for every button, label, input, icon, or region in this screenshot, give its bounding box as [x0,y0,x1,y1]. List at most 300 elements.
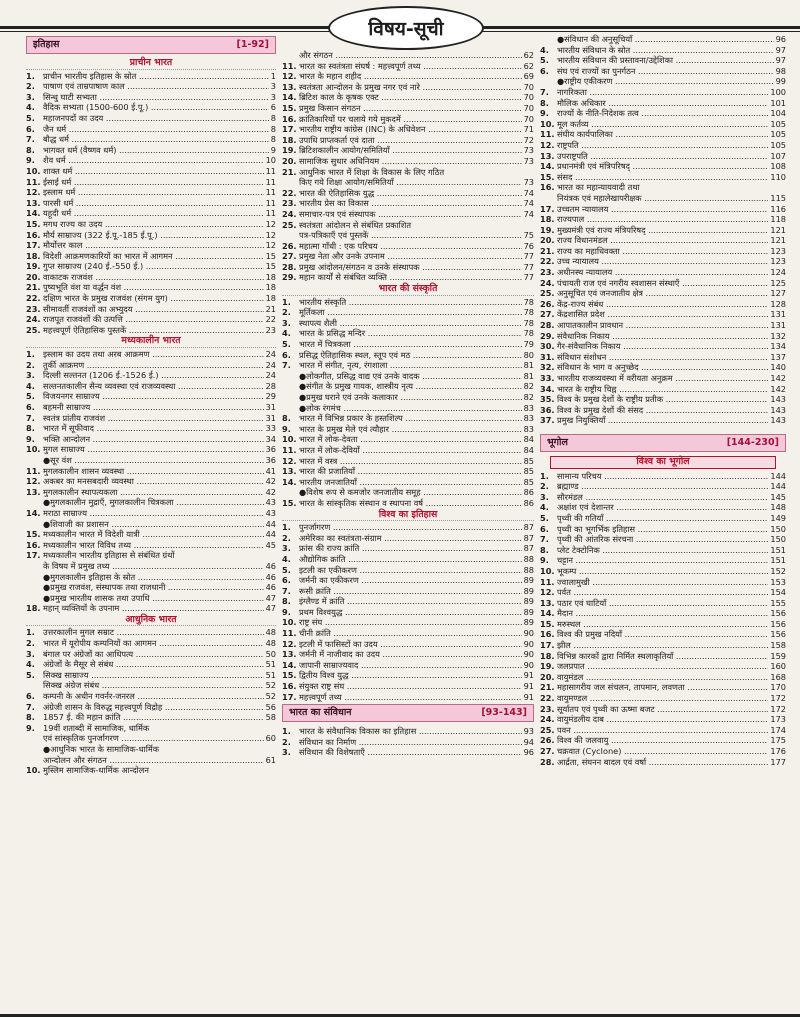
entry-title: जर्मनी में नाजीवाद का उदय ..... [299,649,522,660]
entry-title: चट्टान ..... [557,555,768,566]
entry-number: 7. [26,412,35,423]
entry-number: 29. [540,330,555,341]
entry-number: 4. [540,44,549,55]
entry-page: 78 [523,317,534,328]
entry-page: 143 [770,404,786,415]
entry-page: 12 [265,218,276,229]
entry-page: 144 [770,470,786,481]
entry-number: 20. [26,271,41,282]
entry-page: 151 [770,544,786,555]
entry-page: 124 [770,267,786,278]
toc-entry [540,119,786,130]
entry-title: विश्व की जलवायु ..... [557,735,768,746]
entry-page: 83 [523,402,534,413]
entry-title: भारत के प्रसिद्ध मन्दिर ..... [299,328,522,339]
toc-entry [26,293,276,304]
entry-page: 91 [523,681,534,692]
entry-title: दिल्ली सल्तनत (1206 ई.-1526 ई.) ..... [43,370,264,381]
entry-number: 20. [540,235,555,246]
entry-page: 116 [770,203,786,214]
entry-number: 4. [26,659,35,670]
entry-title: पवन ..... [557,725,768,736]
entry-page: 150 [770,534,786,545]
entry-title: प्राचीन भारतीय इतिहास के स्रोत ..... [43,71,269,82]
toc-entry [26,519,276,530]
entry-number: 18. [282,134,297,145]
section-name: भारत का संविधान [289,706,352,718]
toc-entry [540,746,786,757]
entry-title: ब्रह्माण्ड ..... [557,481,768,492]
toc-entry [26,219,276,230]
entry-number: 10. [26,165,41,176]
entry-number: 11. [26,465,41,476]
entry-page: 74 [523,187,534,198]
entry-number: 14. [26,507,41,518]
toc-entry [26,240,276,251]
toc-entry [282,737,534,748]
entry-title: विश्व के प्रमुख देशों के राष्ट्रीय प्रतीक ..... [557,394,768,405]
entry-number: 17. [26,240,41,251]
entry-title: भारत की प्रजातियाँ ..... [299,466,522,477]
section-header-history [26,36,276,54]
entry-title: संघ एवं राज्यों का पुनर्गठन ..... [557,66,774,77]
entry-page: 22 [265,314,276,325]
entry-page: 78 [523,307,534,318]
entry-number: 7. [540,86,549,97]
entry-title: इस्लाम धर्म ..... [43,187,264,198]
toc-entry [540,55,786,66]
entry-page: 79 [523,339,534,350]
toc-entry [540,725,786,736]
entry-number: 8. [26,712,35,723]
toc-entry [540,598,786,609]
page-title: विषय-सूची [328,6,484,50]
entry-page: 89 [523,585,534,596]
toc-entry [540,481,786,492]
entry-page: 52 [265,691,276,702]
toc-entry [282,628,534,639]
toc-entry [540,629,786,640]
entry-number: 15. [26,218,41,229]
toc-entry [26,113,276,124]
toc-entry [282,565,534,576]
entry-page: 105 [770,139,786,150]
entry-page: 93 [523,726,534,737]
entry-title: औद्योगिक क्रांति ..... [299,554,522,565]
entry-page: 123 [770,245,786,256]
toc-entry [26,733,276,744]
entry-number: 12. [282,71,297,82]
toc-entry [26,670,276,681]
entry-page: 150 [770,523,786,534]
entry-title: संविधान संशोधन ..... [557,352,768,363]
entry-number: 30. [540,341,555,352]
entry-page: 47 [265,603,276,614]
entry-page: 152 [770,565,786,576]
entry-title: आर्द्रता, संघनन बादल एवं वर्षा ..... [557,757,768,768]
entry-number: 6. [26,691,35,702]
toc-entry [26,765,276,776]
entry-page: 11 [265,208,276,219]
entry-number: 17. [282,124,297,135]
toc-entry [282,61,534,72]
column-middle [282,50,534,758]
entry-title: मौर्य साम्राज्य (322 ई.पू.-185 ई.पू.) ..... [43,230,264,241]
entry-page: 83 [523,413,534,424]
entry-page: 86 [523,497,534,508]
entry-page: 43 [265,497,276,508]
entry-title: ईसाई धर्म ..... [43,177,264,188]
toc-entry [26,659,276,670]
entry-page: 82 [523,392,534,402]
entry-number: 27. [282,251,297,262]
toc-entry [26,702,276,713]
entry-title: वाकाटक राजवंश ..... [43,272,264,283]
entry-title: वायुमंडलीय दाब ..... [557,714,768,725]
entry-page: 89 [523,617,534,628]
entry-title: मुगलकालीन शासन व्यवस्था ..... [43,466,264,477]
entry-title: पृथ्वी का भूगर्भिक इतिहास ..... [557,524,768,535]
toc-entry [26,124,276,135]
entry-number: 32. [540,362,555,373]
entry-page: 36 [265,454,276,465]
entry-number: 25. [540,724,555,735]
toc-entry [26,251,276,262]
entry-page: 118 [770,214,786,225]
entry-page: 177 [770,756,786,767]
entry-page: 121 [770,224,786,235]
entry-title: भारतीय संविधान की प्रस्तावना/उद्देशिका ..... [557,55,774,66]
entry-page: 46 [265,560,276,571]
entry-page: 83 [523,423,534,434]
entry-page: 155 [770,597,786,608]
toc-entry [26,370,276,381]
entry-title: नागरिकता ..... [557,87,768,98]
entry-title: 19वीं शताब्दी में सामाजिक, धार्मिक [43,722,150,733]
entry-page: 154 [770,587,786,598]
entry-number: 2. [282,307,291,318]
entry-number: 6. [282,575,291,586]
entry-title: ब्रिटिश काल के कृषक एक्ट ..... [299,92,522,103]
toc-entry [282,381,534,392]
entry-page: 90 [523,638,534,649]
toc-entry [26,177,276,188]
entry-title: शाक्त धर्म ..... [43,166,264,177]
entry-number: 8. [26,423,35,434]
entry-number: 15. [540,618,555,629]
subsection-heading: मध्यकालीन भारत [26,336,276,348]
entry-title: राज्य का महाधिवक्ता ..... [557,246,768,257]
entry-title: स्वतंत्रता आन्दोलन के प्रमुख नगर एवं नारे ..... [299,82,522,93]
entry-number: 1. [26,627,35,638]
toc-entry [540,714,786,725]
entry-number: 7. [26,134,35,145]
entry-page: 60 [265,733,276,744]
entry-number: 5. [26,669,35,680]
entry-title: अंग्रेजों के मैसूर से संबंध ..... [43,659,264,670]
entry-title: तुर्की आक्रमण ..... [43,360,264,371]
entry-page: 78 [523,296,534,307]
entry-page: 87 [523,532,534,543]
entry-title: भारत में चित्रकला ..... [299,339,522,350]
toc-entry [282,230,534,241]
toc-entry [26,360,276,371]
toc-entry [282,639,534,650]
entry-title: राष्ट्र संघ ..... [299,617,522,628]
entry-title: ● सूर वंश ..... [43,455,264,466]
entry-page: 89 [523,606,534,617]
toc-entry [282,413,534,424]
entry-title: क्रांतिकारियों पर चलाये गये मुकदमें ..... [299,114,522,125]
toc-entry [26,691,276,702]
entry-number: 3. [282,747,291,758]
entry-number: 17. [540,640,555,651]
entry-number: 16. [282,113,297,124]
entry-title: मुगल साम्राज्य ..... [43,444,264,455]
entry-page: 97 [775,44,786,55]
entry-number: 7. [540,534,549,545]
entry-page: 24 [265,349,276,360]
entry-number: 12. [26,187,41,198]
entry-title: सिक्ख अंग्रेज संबंध ..... [43,680,264,691]
entry-title: संविधान की विशेषताएँ ..... [299,747,522,758]
entry-number: 12. [26,476,41,487]
entry-number: 3. [540,491,549,502]
entry-number: 9. [26,722,35,733]
entry-page: 144 [770,481,786,492]
entry-title: इटली का एकीकरण ..... [299,565,522,576]
entry-title: भारतीय जनजातियाँ ..... [299,477,522,488]
toc-entry [26,723,276,734]
toc-entry [282,434,534,445]
entry-page: 44 [265,518,276,529]
entry-title: अंग्रेजी शासन के विरुद्ध महत्त्वपूर्ण विद्रोह ..... [43,702,264,713]
toc-entry [540,129,786,140]
entry-page: 51 [265,659,276,670]
toc-entry [282,251,534,262]
entry-page: 160 [770,661,786,672]
entry-title: रूसी क्रांति ..... [299,586,522,597]
toc-entry [282,177,534,188]
entry-number: 14. [540,608,555,619]
entry-title: प्रधानमंत्री एवं मंत्रिपरिषद् ..... [557,161,768,172]
toc-entry [540,757,786,768]
entry-title: भारतीय प्रेस का विकास ..... [299,198,522,209]
entry-page: 81 [523,370,534,381]
entry-page: 15 [265,250,276,261]
entry-page: 96 [523,747,534,758]
entry-number: 4. [282,553,291,564]
toc-entry [540,545,786,556]
toc-entry [282,50,534,61]
entry-title: भारत में वस्त्र ..... [299,456,522,467]
entry-title: मुस्लिम सामाजिक-धार्मिक आन्दोलन [43,765,149,776]
entry-page: 134 [770,341,786,352]
entry-title: महात्मा गाँधी : एक परिचय ..... [299,241,522,252]
entry-page: 88 [523,564,534,575]
entry-page: 85 [523,455,534,466]
entry-number: 10. [282,617,297,628]
entry-number: 9. [282,423,291,434]
toc-entry [540,278,786,289]
entry-title: विजयनगर साम्राज्य ..... [43,391,264,402]
toc-entry [26,282,276,293]
entry-number: 25. [540,288,555,299]
toc-entry [26,603,276,614]
toc-entry [540,331,786,342]
entry-page: 11 [265,176,276,187]
entry-number: 5. [26,112,35,123]
entry-title: पृथ्वी की गतियाँ ..... [557,513,768,524]
entry-page: 77 [523,261,534,272]
entry-title: केंद्रशासित प्रदेश ..... [557,309,768,320]
entry-number: 11. [282,444,297,455]
toc-entry [540,492,786,503]
toc-entry [282,466,534,477]
toc-entry [540,704,786,715]
entry-title: जलप्रपात ..... [557,661,768,672]
entry-title: सिक्ख साम्राज्य ..... [43,670,264,681]
entry-number: 19. [26,261,41,272]
entry-number: 25. [282,219,297,230]
toc-entry [26,508,276,519]
toc-entry [282,82,534,93]
entry-number: 15. [540,171,555,182]
entry-number: 21. [540,682,555,693]
entry-number: 18. [540,650,555,661]
entry-title: प्रसिद्ध ऐतिहासिक स्थल, स्तूप एवं मठ ..... [299,350,522,361]
entry-number: 3. [26,648,35,659]
entry-title: प्रमुख नियुक्तियाँ ..... [557,415,768,426]
entry-title: ● आधुनिक भारत के सामाजिक-धार्मिक [43,744,274,755]
toc-entry [282,596,534,607]
entry-page: 140 [770,362,786,373]
entry-title: विश्व के प्रमुख देशों की संसद ..... [557,405,768,416]
toc-entry [282,681,534,692]
entry-number: 21. [282,166,297,177]
entry-title: किए गये शिक्षा आयोग/समितियाँ ..... [299,177,522,188]
entry-number: 11. [540,576,555,587]
entry-page: 87 [523,522,534,533]
entry-title: भारतीय राजव्यवस्था में वरीयता अनुक्रम ..... [557,373,768,384]
entry-page: 46 [265,582,276,593]
entry-title: महाजनपदों का उदय ..... [43,113,269,124]
entry-number: 8. [282,596,291,607]
entry-page: 176 [770,746,786,756]
toc-entry [282,543,534,554]
toc-entry [540,471,786,482]
toc-entry [540,394,786,405]
entry-number: 23. [26,303,41,314]
entry-page: 98 [775,65,786,76]
entry-page: 90 [523,628,534,639]
entry-page: 101 [770,97,786,108]
toc-entry [540,513,786,524]
toc-entry [26,627,276,638]
entry-number: 1. [26,70,35,81]
toc-entry [282,272,534,283]
entry-number: 2. [282,736,291,747]
toc-entry [282,649,534,660]
entry-number: 4. [26,102,35,113]
entry-page: 6 [270,102,276,113]
entry-number: 14. [540,161,555,172]
entry-number: 2. [540,481,549,492]
entry-title: अनुसूचित एवं जनजातीय क्षेत्र ..... [557,288,768,299]
entry-title: भारत में सूफीवाद ..... [43,423,264,434]
toc-entry [282,145,534,156]
toc-entry [540,341,786,352]
entry-number: 10. [26,444,41,455]
entry-title: भारतीय संस्कृति ..... [299,297,522,308]
entry-title: पत्र-पत्रिकाएँ एवं पुस्तकें ..... [299,230,522,241]
toc-entry [540,735,786,746]
entry-number: 14. [282,476,297,487]
entry-page: 45 [265,539,276,550]
toc-entry [26,455,276,466]
entry-title: भूकम्प ..... [557,566,768,577]
entry-page: 156 [770,629,786,640]
entry-title: ● राष्ट्रीय एकीकरण ..... [557,76,774,87]
entry-page: 128 [770,298,786,309]
entry-page: 85 [523,476,534,487]
toc-entry [540,682,786,693]
entry-number: 4. [282,328,291,339]
entry-title: संसद ..... [557,172,768,183]
toc-entry [26,413,276,424]
entry-title: भारत के महान शहीद ..... [299,71,522,82]
entry-number: 13. [282,649,297,660]
entry-title: झील ..... [557,640,768,651]
entry-page: 143 [770,415,786,426]
entry-page: 145 [770,491,786,502]
entry-title: संघीय कार्यपालिका ..... [557,129,768,140]
entry-title: शैव धर्म ..... [43,155,264,166]
toc-entry [540,299,786,310]
entry-number: 1. [26,349,35,360]
toc-entry [282,188,534,199]
entry-title: भारत की ऐतिहासिक युद्ध ..... [299,188,522,199]
entry-number: 14. [26,208,41,219]
toc-entry [540,661,786,672]
entry-number: 27. [540,746,555,756]
subsection-heading: विश्व का भूगोल [550,456,776,469]
toc-entry [540,415,786,426]
entry-number: 37. [540,415,555,426]
toc-entry [282,477,534,488]
entry-title: चीनी क्रांति ..... [299,628,522,639]
entry-page: 48 [265,638,276,649]
entry-title: महान कार्यों से संबंधित व्यक्ति ..... [299,272,522,283]
entry-page: 48 [265,627,276,638]
entry-page: 86 [523,487,534,498]
entry-page: 70 [523,113,534,124]
entry-page: 8 [270,123,276,134]
entry-title: बहमनी साम्राज्य ..... [43,402,264,413]
entry-title: ● प्रमुख भारतीय शासक तथा उपाधि ..... [43,593,264,604]
toc-entry [540,405,786,416]
entry-number: 8. [540,97,549,108]
entry-title: पंचायती राज एवं नगरीय स्वशासन संस्थाएँ ..... [557,278,768,289]
entry-page: 12 [265,240,276,251]
entry-number: 24. [282,208,297,219]
entry-page: 91 [523,670,534,681]
entry-number: 5. [282,564,291,575]
toc-entry [282,424,534,435]
entry-page: 172 [770,693,786,704]
entry-number: 13. [540,597,555,608]
entry-number: 23. [540,267,555,278]
